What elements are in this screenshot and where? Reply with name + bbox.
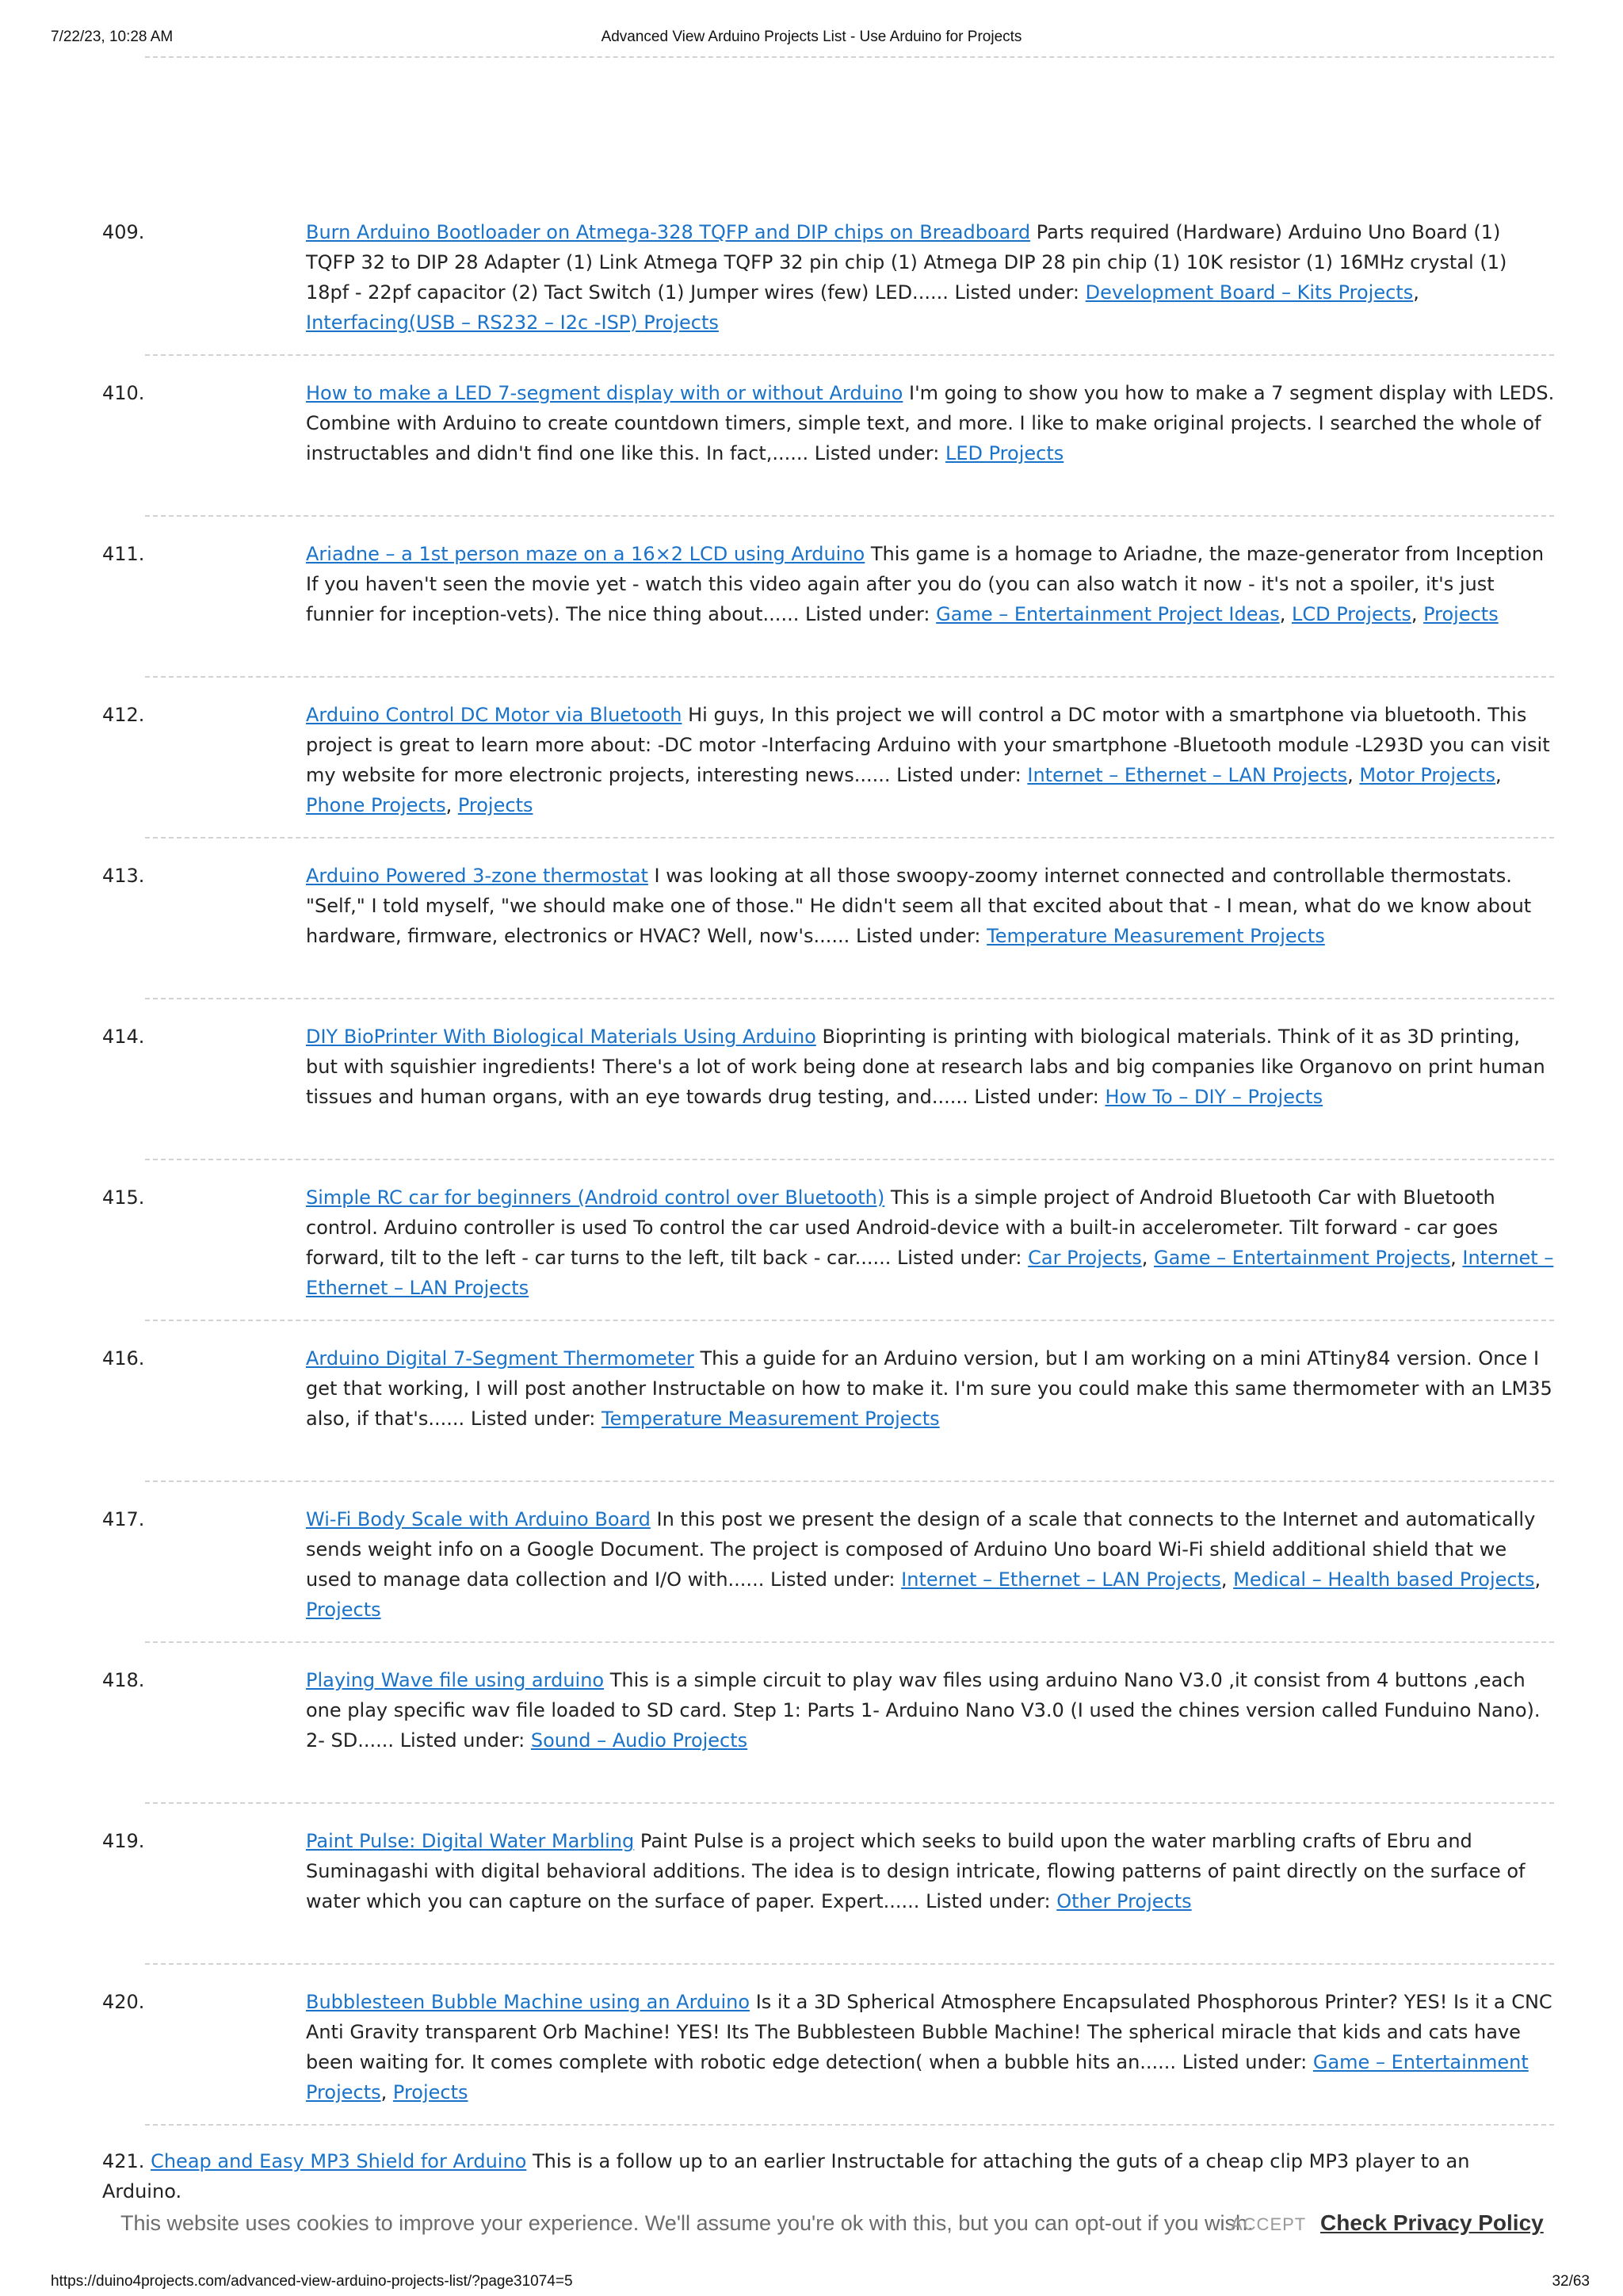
listed-under-label: Listed under: [814, 442, 940, 464]
category-link[interactable]: Projects [306, 1599, 381, 1621]
category-link[interactable]: How To – DIY – Projects [1105, 1086, 1323, 1108]
cookie-banner [0, 2203, 1623, 2248]
entry-number: 413. [102, 865, 145, 887]
category-link[interactable]: Car Projects [1028, 1247, 1142, 1269]
entry-number: 415. [102, 1186, 145, 1209]
entry-divider [145, 676, 1554, 678]
entry-body [306, 1665, 1555, 1755]
entry-excerpt: Hi guys, In this project we will control a DC motor with a smartphone via bluetooth. This project is great to learn more about: -DC motor -Interfacing Arduino with your smartphone -Bluetooth module -L293D you can visit my website for more electronic projects, interesting news...... [306, 704, 1550, 786]
category-link[interactable]: LCD Projects [1291, 603, 1411, 625]
entry-divider [145, 1320, 1554, 1321]
entry-divider [145, 1641, 1554, 1643]
list-item [0, 840, 1623, 1001]
cookie-message: This website uses cookies to improve your experience. We'll assume you're ok with this, but you can opt-out if you wish. [120, 2211, 1254, 2235]
list-item [0, 1645, 1623, 1805]
entry-title-link[interactable]: Arduino Powered 3-zone thermostat [306, 865, 648, 887]
entry-title-link[interactable]: Ariadne – a 1st person maze on a 16×2 LCD using Arduino [306, 543, 865, 565]
privacy-policy-link[interactable]: Check Privacy Policy [1320, 2210, 1544, 2235]
category-link[interactable]: Other Projects [1056, 1890, 1192, 1912]
list-item [0, 1323, 1623, 1484]
entry-divider [145, 1159, 1554, 1160]
entry-title-link[interactable]: Playing Wave file using arduino [306, 1669, 605, 1691]
print-datetime: 7/22/23, 10:28 AM [51, 29, 174, 45]
entry-number: 419. [102, 1830, 145, 1852]
category-link[interactable]: Phone Projects [306, 794, 446, 816]
print-url: https://duino4projects.com/advanced-view-arduino-projects-list/?page31074=5 [51, 2273, 573, 2290]
category-link[interactable]: Game – Entertainment Project Ideas [936, 603, 1280, 625]
top-divider [145, 56, 1554, 58]
entry-divider [145, 837, 1554, 839]
entry-number: 417. [102, 1508, 145, 1530]
listed-under-label: Listed under: [855, 925, 981, 947]
partial-entry [102, 2146, 1552, 2206]
list-item [0, 1805, 1623, 1966]
list-item [0, 357, 1623, 518]
project-list [0, 197, 1623, 2127]
list-item [0, 1001, 1623, 1162]
entry-title-link[interactable]: Arduino Control DC Motor via Bluetooth [306, 704, 682, 726]
list-item [0, 518, 1623, 679]
entry-divider [145, 354, 1554, 356]
entry-body [306, 861, 1555, 951]
entry-divider [145, 1480, 1554, 1482]
entry-body [306, 1343, 1555, 1434]
category-link[interactable]: Development Board – Kits Projects [1085, 281, 1414, 304]
category-link[interactable]: Internet – Ethernet – LAN Projects [1027, 764, 1348, 786]
list-item [0, 1966, 1623, 2127]
category-link[interactable]: Internet – Ethernet – LAN Projects [901, 1568, 1221, 1591]
category-link[interactable]: Projects [457, 794, 533, 816]
category-link[interactable]: Motor Projects [1359, 764, 1495, 786]
entry-excerpt: Parts required (Hardware) Arduino Uno Board (1) TQFP 32 to DIP 28 Adapter (1) Link Atmega TQFP 32 pin chip (1) Atmega DIP 28 pin chip (1) 10K resistor (1) 16MHz crystal (1) 18pf - 22pf capacitor (2) Tact Switch (1) Jumper wires (few) LED...... [306, 221, 1507, 304]
entry-number: 410. [102, 382, 145, 404]
entry-number: 412. [102, 704, 145, 726]
listed-under-label: Listed under: [1182, 2051, 1308, 2073]
listed-under-label: Listed under: [896, 1247, 1022, 1269]
category-link[interactable]: Internet – Ethernet – LAN Projects [306, 1247, 1554, 1299]
entry-title-link[interactable]: How to make a LED 7-segment display with or without Arduino [306, 382, 903, 404]
entry-body: Ariadne – a 1st person maze on a 16×2 LCD using Arduino This game is a homage to Ariadne, the maze-generator from Inception If you haven't seen the movie yet - watch this video again after you do (you can also watch it now - it's not a spoiler, it's just funnier for inception-vets). The nice thing about...... Listed under: Game – Entertainment Project Ideas, LCD Projects, Projects [306, 543, 1545, 625]
entry-title-link[interactable]: Simple RC car for beginners (Android control over Bluetooth) [306, 1186, 885, 1209]
entry-excerpt: Is it a 3D Spherical Atmosphere Encapsulated Phosphorous Printer? YES! Is it a CNC Anti Gravity transparent Orb Machine! YES! Its The Bubblesteen Bubble Machine! The spherical miracle that kids and cats have been waiting for. It comes complete with robotic edge detection( when a bubble hits an...... [306, 1991, 1552, 2073]
entry-title-link[interactable]: Cheap and Easy MP3 Shield for Arduino [151, 2150, 527, 2172]
entry-title-link[interactable]: Bubblesteen Bubble Machine using an Arduino [306, 1991, 750, 2013]
entry-excerpt: This a guide for an Arduino version, but I am working on a mini ATtiny84 version. Once I get that working, I will post another Instructable on how to make it. I'm sure you could make this same thermometer with an LM35 also, if that's...... [306, 1347, 1552, 1430]
entry-excerpt: I was looking at all those swoopy-zoomy internet connected and controllable thermostats. "Self," I told myself, "we should make one of those." He didn't seem all that excited about that - I mean, what do we know about hardware, firmware, electronics or HVAC? Well, now's...... [306, 865, 1532, 947]
listed-under-label: Listed under: [399, 1729, 525, 1752]
entry-title-link[interactable]: Burn Arduino Bootloader on Atmega-328 TQFP and DIP chips on Breadboard [306, 221, 1031, 243]
entry-divider [145, 1802, 1554, 1804]
entry-title-link[interactable]: Wi-Fi Body Scale with Arduino Board [306, 1508, 651, 1530]
entry-divider [145, 2124, 1554, 2126]
entry-excerpt: This is a follow up to an earlier Instructable for attaching the guts of a cheap clip MP3 player to an Arduino. [102, 2150, 1470, 2202]
entry-body [306, 1826, 1555, 1916]
list-item [0, 197, 1623, 357]
category-link[interactable]: Temperature Measurement Projects [987, 925, 1325, 947]
listed-under-label: Listed under: [896, 764, 1022, 786]
entry-body: Simple RC car for beginners (Android control over Bluetooth) This is a simple project of Android Bluetooth Car with Bluetooth control. Arduino controller is used To control the car used Android-device with a built-in accelerometer. Tilt forward - car goes forward, tilt to the left - car turns to the left, tilt back - car...... Listed under: Car Projects, Game – Entertainment Projects, Internet – Ethernet – LAN Projects [306, 1186, 1554, 1299]
print-footer [0, 2267, 1623, 2296]
entry-number: 420. [102, 1991, 145, 2013]
print-header [0, 0, 1623, 57]
category-link[interactable]: Medical – Health based Projects [1233, 1568, 1535, 1591]
entry-divider [145, 1963, 1554, 1965]
entry-number: 416. [102, 1347, 145, 1370]
list-item [0, 1162, 1623, 1323]
cookie-accept-button[interactable]: ACCEPT [1231, 2214, 1307, 2234]
listed-under-label: Listed under: [804, 603, 930, 625]
listed-under-label: Listed under: [974, 1086, 1099, 1108]
entry-number: 418. [102, 1669, 145, 1691]
entry-excerpt: This is a simple circuit to play wav files using arduino Nano V3.0 ,it consist from 4 buttons ,each one play specific wav file loaded to SD card. Step 1: Parts 1- Arduino Nano V3.0 (I used the chines version called Funduino Nano). 2- SD...... [306, 1669, 1541, 1752]
entry-title-link[interactable]: Paint Pulse: Digital Water Marbling [306, 1830, 635, 1852]
entry-number: 414. [102, 1026, 145, 1048]
entry-body: Bubblesteen Bubble Machine using an Arduino Is it a 3D Spherical Atmosphere Encapsulated Phosphorous Printer? YES! Is it a CNC Anti Gravity transparent Orb Machine! YES! Its The Bubblesteen Bubble Machine! The spherical miracle that kids and cats have been waiting for. It comes complete with robotic edge detection( when a bubble hits an...... Listed under: Game – Entertainment Projects, Projects [306, 1991, 1552, 2103]
entry-excerpt: Paint Pulse is a project which seeks to build upon the water marbling crafts of Ebru and Suminagashi with digital behavioral additions. The idea is to design intricate, flowing patterns of paint directly on the surface of water which you can capture on the surface of paper. Expert...... [306, 1830, 1526, 1912]
entry-number: 421. [102, 2150, 145, 2172]
category-link[interactable]: Projects [392, 2081, 468, 2103]
list-item [0, 1484, 1623, 1645]
entry-title-link[interactable]: DIY BioPrinter With Biological Materials Using Arduino [306, 1026, 816, 1048]
listed-under-label: Listed under: [926, 1890, 1051, 1912]
entry-excerpt: This is a simple project of Android Bluetooth Car with Bluetooth control. Arduino controller is used To control the car used Android-device with a built-in accelerometer. Tilt forward - car goes forward, tilt to the left - car turns to the left, tilt back - car...... [306, 1186, 1499, 1269]
print-page-title: Advanced View Arduino Projects List - Use Arduino for Projects [601, 29, 1022, 45]
listed-under-label: Listed under: [954, 281, 1080, 304]
list-item [0, 679, 1623, 840]
entry-number: 409. [102, 221, 145, 243]
entry-body [306, 378, 1555, 468]
entry-excerpt: This game is a homage to Ariadne, the maze-generator from Inception If you haven't seen the movie yet - watch this video again after you do (you can also watch it now - it's not a spoiler, it's just funnier for inception-vets). The nice thing about...... [306, 543, 1545, 625]
category-link[interactable]: Temperature Measurement Projects [601, 1408, 940, 1430]
entry-body [306, 1022, 1555, 1112]
category-link[interactable]: Projects [1423, 603, 1499, 625]
entry-divider [145, 515, 1554, 517]
category-link[interactable]: LED Projects [945, 442, 1064, 464]
category-link[interactable]: Interfacing(USB – RS232 – I2c -ISP) Projects [306, 311, 719, 334]
entry-number: 411. [102, 543, 145, 565]
entry-excerpt: I'm going to show you how to make a 7 segment display with LEDS. Combine with Arduino to create countdown timers, simple text, and more. I like to make original projects. I searched the whole of instructables and didn't find one like this. In fact,...... [306, 382, 1555, 464]
category-link[interactable]: Game – Entertainment Projects [1154, 1247, 1451, 1269]
print-page-number: 32/63 [1552, 2273, 1590, 2290]
listed-under-label: Listed under: [769, 1568, 896, 1591]
listed-under-label: Listed under: [470, 1408, 596, 1430]
entry-excerpt: In this post we present the design of a scale that connects to the Internet and automatically sends weight info on a Google Document. The project is composed of Arduino Uno board Wi-Fi shield additional shield that we used to manage data collection and I/O with...... [306, 1508, 1536, 1591]
entry-excerpt: Bioprinting is printing with biological materials. Think of it as 3D printing, but with squishier ingredients! There's a lot of work being done at research labs and big companies like Organovo on print human tissues and human organs, with an eye towards drug testing, and...... [306, 1026, 1545, 1108]
category-link[interactable]: Game – Entertainment Projects [306, 2051, 1529, 2103]
entry-body: Arduino Control DC Motor via Bluetooth Hi guys, In this project we will control a DC motor with a smartphone via bluetooth. This project is great to learn more about: -DC motor -Interfacing Arduino with your smartphone -Bluetooth module -L293D you can visit my website for more electronic projects, interesting news...... Listed under: Internet – Ethernet – LAN Projects, Motor Projects, Phone Projects, Projects [306, 704, 1550, 816]
entry-title-link[interactable]: Arduino Digital 7-Segment Thermometer [306, 1347, 694, 1370]
entry-divider [145, 998, 1554, 999]
category-link[interactable]: Sound – Audio Projects [530, 1729, 748, 1752]
entry-body: Wi-Fi Body Scale with Arduino Board In this post we present the design of a scale that connects to the Internet and automatically sends weight info on a Google Document. The project is composed of Arduino Uno board Wi-Fi shield additional shield that we used to manage data collection and I/O with...... Listed under: Internet – Ethernet – LAN Projects, Medical – Health based Projects, Projects [306, 1508, 1541, 1621]
entry-body: Burn Arduino Bootloader on Atmega-328 TQFP and DIP chips on Breadboard Parts required (Hardware) Arduino Uno Board (1) TQFP 32 to DIP 28 Adapter (1) Link Atmega TQFP 32 pin chip (1) Atmega DIP 28 pin chip (1) 10K resistor (1) 16MHz crystal (1) 18pf - 22pf capacitor (2) Tact Switch (1) Jumper wires (few) LED...... Listed under: Development Board – Kits Projects, Interfacing(USB – RS232 – I2c -ISP) Projects [306, 221, 1507, 334]
